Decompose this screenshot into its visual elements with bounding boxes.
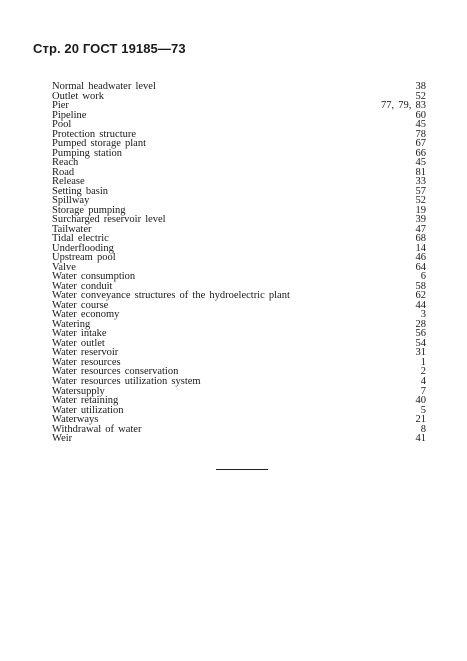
index-page-ref: 5 [420, 404, 426, 416]
index-entry [52, 424, 426, 434]
index-page-ref: 40 [415, 395, 426, 407]
index-entry [52, 148, 426, 158]
index-entry [52, 195, 426, 205]
index-term: Pumped storage plant [52, 138, 146, 150]
index-term: Spillway [52, 195, 90, 207]
index-page-ref: 7 [420, 385, 426, 397]
page-header [33, 41, 186, 56]
index-entry [52, 252, 426, 262]
index-term: Pool [52, 119, 72, 131]
index-page-ref: 31 [415, 347, 426, 359]
index-page-ref: 8 [420, 423, 426, 435]
index-entry [52, 233, 426, 243]
index-entry [52, 338, 426, 348]
index-entry [52, 167, 426, 177]
index-entry [52, 110, 426, 120]
index-term: Pier [52, 100, 69, 112]
index-page-ref: 38 [415, 81, 426, 92]
index-term: Pumping station [52, 147, 123, 159]
index-page-ref: 14 [415, 242, 426, 254]
index-page-ref: 39 [415, 214, 426, 226]
index-page-ref: 45 [415, 157, 426, 169]
index-entry [52, 205, 426, 215]
index-term: Water resources conservation [52, 366, 179, 378]
index-term: Surcharged reservoir level [52, 214, 166, 226]
index-page-ref: 4 [420, 375, 426, 387]
index-page-ref: 64 [415, 261, 426, 273]
index-page-ref: 28 [415, 318, 426, 330]
index-page-ref: 47 [415, 223, 426, 235]
index-term: Protection structure [52, 128, 137, 140]
index-term: Water outlet [52, 337, 105, 349]
index-page-ref: 52 [415, 90, 426, 102]
index-page-ref: 41 [415, 433, 426, 445]
index-term: Outlet work [52, 90, 104, 102]
index-entry [52, 290, 426, 300]
index-entry [52, 328, 426, 338]
index-entry [52, 129, 426, 139]
index-entry [52, 395, 426, 405]
index-page-ref: 3 [420, 309, 426, 321]
index-page-ref: 57 [415, 185, 426, 197]
index-term: Normal headwater level [52, 81, 156, 92]
index-entry [52, 138, 426, 148]
index-entry [52, 186, 426, 196]
index-term: Tailwater [52, 223, 92, 235]
index-page-ref: 1 [420, 356, 426, 368]
index-entry [52, 376, 426, 386]
index-term: Underflooding [52, 242, 114, 254]
index-page-ref: 62 [415, 290, 426, 302]
index-term: Release [52, 176, 85, 188]
index-term: Water resources utilization system [52, 375, 201, 387]
index-term: Withdrawal of water [52, 423, 142, 435]
term-index [52, 81, 426, 443]
index-page-ref: 52 [415, 195, 426, 207]
index-page-ref: 67 [415, 138, 426, 150]
index-term: Water consumption [52, 271, 136, 283]
index-page-ref: 78 [415, 128, 426, 140]
index-term: Storage pumping [52, 204, 126, 216]
index-page-ref: 45 [415, 119, 426, 131]
index-page-ref: 6 [420, 271, 426, 283]
index-term: Water conveyance structures of the hydroelectric plant [52, 290, 290, 302]
index-term: Upstream pool [52, 252, 116, 264]
index-page-ref: 66 [415, 147, 426, 159]
index-page-ref: 2 [420, 366, 426, 378]
index-entry [52, 100, 426, 110]
index-entry [52, 81, 426, 91]
index-term: Valve [52, 261, 76, 273]
index-term: Water course [52, 299, 109, 311]
index-page-ref: 44 [415, 299, 426, 311]
page-number: Стр. 20 [33, 41, 80, 56]
index-page-ref: 60 [415, 109, 426, 121]
index-page-ref: 56 [415, 328, 426, 340]
index-page-ref: 81 [415, 166, 426, 178]
index-term: Water economy [52, 309, 120, 321]
index-page-ref: 58 [415, 280, 426, 292]
index-page-ref: 54 [415, 337, 426, 349]
index-entry [52, 405, 426, 415]
index-term: Water conduit [52, 280, 113, 292]
index-page-ref: 68 [415, 233, 426, 245]
index-entry [52, 119, 426, 129]
index-term: Water utilization [52, 404, 124, 416]
index-term: Water resources [52, 356, 121, 368]
index-entry [52, 214, 426, 224]
index-term: Watersupply [52, 385, 105, 397]
end-divider [216, 469, 268, 470]
standard-number: ГОСТ 19185—73 [82, 41, 186, 56]
index-term: Water intake [52, 328, 107, 340]
index-term: Water reservoir [52, 347, 119, 359]
index-entry [52, 271, 426, 281]
index-term: Waterways [52, 414, 99, 426]
index-page-ref: 77, 79, 83 [381, 100, 426, 112]
index-term: Setting basin [52, 185, 109, 197]
index-term: Reach [52, 157, 79, 169]
index-entry [52, 309, 426, 319]
index-term: Water retaining [52, 395, 119, 407]
index-term: Pipeline [52, 109, 87, 121]
index-term: Watering [52, 318, 91, 330]
index-entry [52, 366, 426, 376]
index-entry [52, 357, 426, 367]
index-entry [52, 243, 426, 253]
index-entry [52, 281, 426, 291]
index-term: Road [52, 166, 75, 178]
index-page-ref: 19 [415, 204, 426, 216]
index-entry [52, 176, 426, 186]
index-page-ref: 46 [415, 252, 426, 264]
index-term: Weir [52, 433, 73, 445]
index-entry [52, 347, 426, 357]
index-page-ref: 21 [415, 414, 426, 426]
index-term: Tidal electric [52, 233, 109, 245]
index-page-ref: 33 [415, 176, 426, 188]
